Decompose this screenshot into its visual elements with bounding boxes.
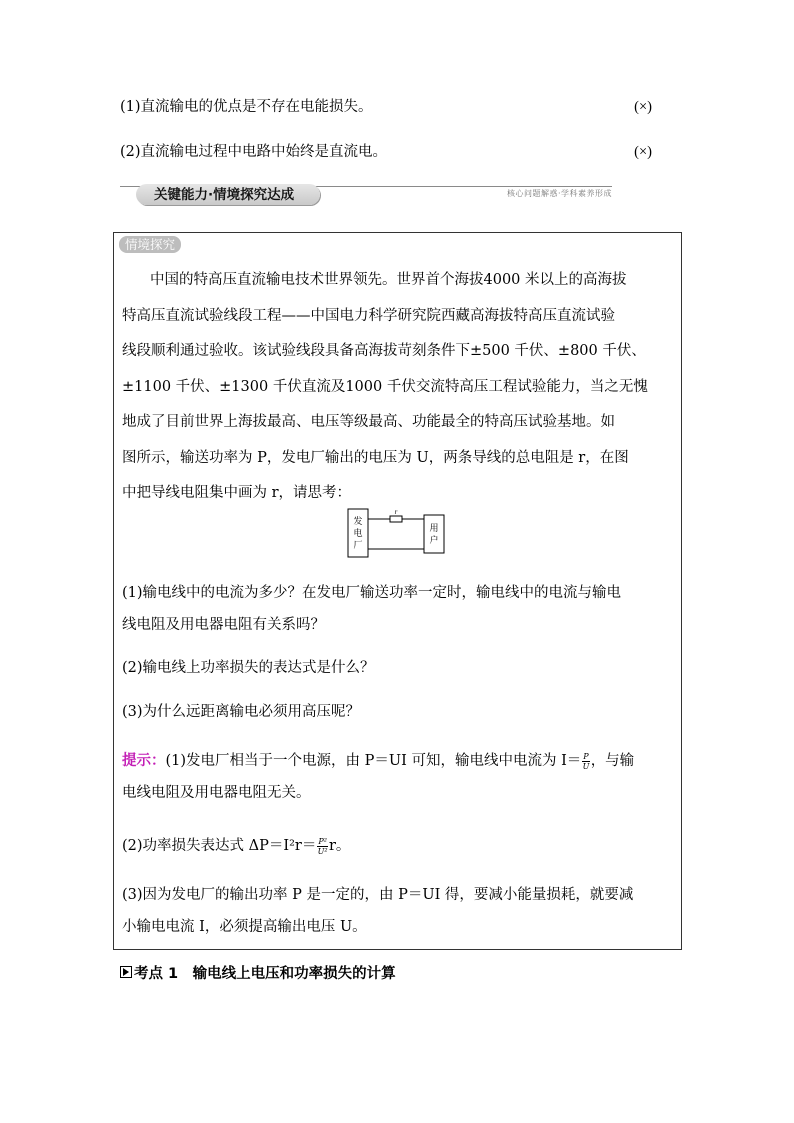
answer-2-text-b: r。 [328,838,351,854]
answer-3-line-2: 小输电电流 I，必须提高输出电压 U。 [122,919,367,935]
intro-line: 地成了目前世界上海拔最高、电压等级最高、功能最全的特高压试验基地。如 [122,414,615,430]
intro-line: 线段顺利通过验收。该试验线段具备高海拔苛刻条件下±500 千伏、±800 千伏、 [122,343,646,359]
answer-2-text-a: (2)功率损失表达式 ΔP＝I²r＝ [122,838,317,854]
question-2: (2)输电线上功率损失的表达式是什么？ [122,660,375,676]
intro-line: 图所示，输送功率为 P，发电厂输出的电压为 U，两条导线的总电阻是 r，在图 [122,449,629,466]
judgment-1-text: (1)直流输电的优点是不存在电能损失。 [120,99,373,115]
answer-1-line-2: 电线电阻及用电器电阻无关。 [122,785,311,801]
plant-label-1: 发 [353,517,363,527]
answer-1 [122,745,674,809]
question-line: 线电阻及用电器电阻有关系吗？ [122,617,325,633]
scenario-box [113,232,682,950]
banner-pill [136,184,320,205]
judgment-2-mark: (×) [634,144,652,160]
user-label-2: 户 [429,536,439,546]
answer-1-line-1 [122,745,674,777]
banner-title: 关键能力·情境探究达成 [154,187,295,203]
answer-1-text-b: ，与输 [590,753,635,769]
fraction-numerator: P² [318,836,327,846]
section-banner [120,181,612,209]
fraction-numerator: P [583,751,589,761]
answer-3 [122,879,674,943]
fraction-denominator: U² [317,846,328,856]
intro-line: 特高压直流试验线段工程——中国电力科学研究院西藏高海拔特高压直流试验 [122,307,615,324]
answer-2 [122,830,674,862]
answer-1-text-a: (1)发电厂相当于一个电源，由 P＝UI 可知，输电线中电流为 I＝ [165,753,582,769]
judgment-2 [120,142,652,162]
intro-line: ±1100 千伏、±1300 千伏直流及1000 千伏交流特高压工程试验能力，当之无愧 [122,378,648,395]
resistor-label: r [394,508,398,516]
circuit-diagram [346,505,446,561]
loss-fraction [317,837,328,856]
intro-line: 中把导线电阻集中画为 r，请思考： [122,485,352,501]
section-heading [120,964,396,984]
resistor [390,516,402,522]
section-heading-text: 考点 1 输电线上电压和功率损失的计算 [134,966,396,982]
scenario-intro [122,263,674,512]
answer-3-line-1: (3)因为发电厂的输出功率 P 是一定的，由 P＝UI 得，要减小能量损耗，就要减 [122,887,634,903]
plant-label-2: 电 [353,529,363,539]
current-fraction [582,752,589,771]
scenario-tag: 情境探究 [119,236,181,253]
plant-label-3: 厂 [353,541,363,551]
judgment-1-mark: (×) [634,99,652,115]
banner-subtitle: 核心问题解惑·学科素养形成 [506,189,612,198]
user-label-1: 用 [429,524,439,534]
play-arrow-icon [120,966,132,978]
fraction-denominator: U [582,761,590,771]
user-box [424,515,444,553]
question-line: (1)输电线中的电流为多少？在发电厂输送功率一定时，输电线中的电流与输电 [122,585,622,601]
question-1 [122,577,674,641]
judgment-2-text: (2)直流输电过程中电路中始终是直流电。 [120,144,388,160]
judgment-1 [120,97,652,117]
hint-label: 提示： [122,753,166,769]
intro-line: 中国的特高压直流输电技术世界领先。世界首个海拔4000 米以上的高海拔 [150,272,627,288]
question-3: (3)为什么远距离输电必须用高压呢？ [122,704,361,720]
